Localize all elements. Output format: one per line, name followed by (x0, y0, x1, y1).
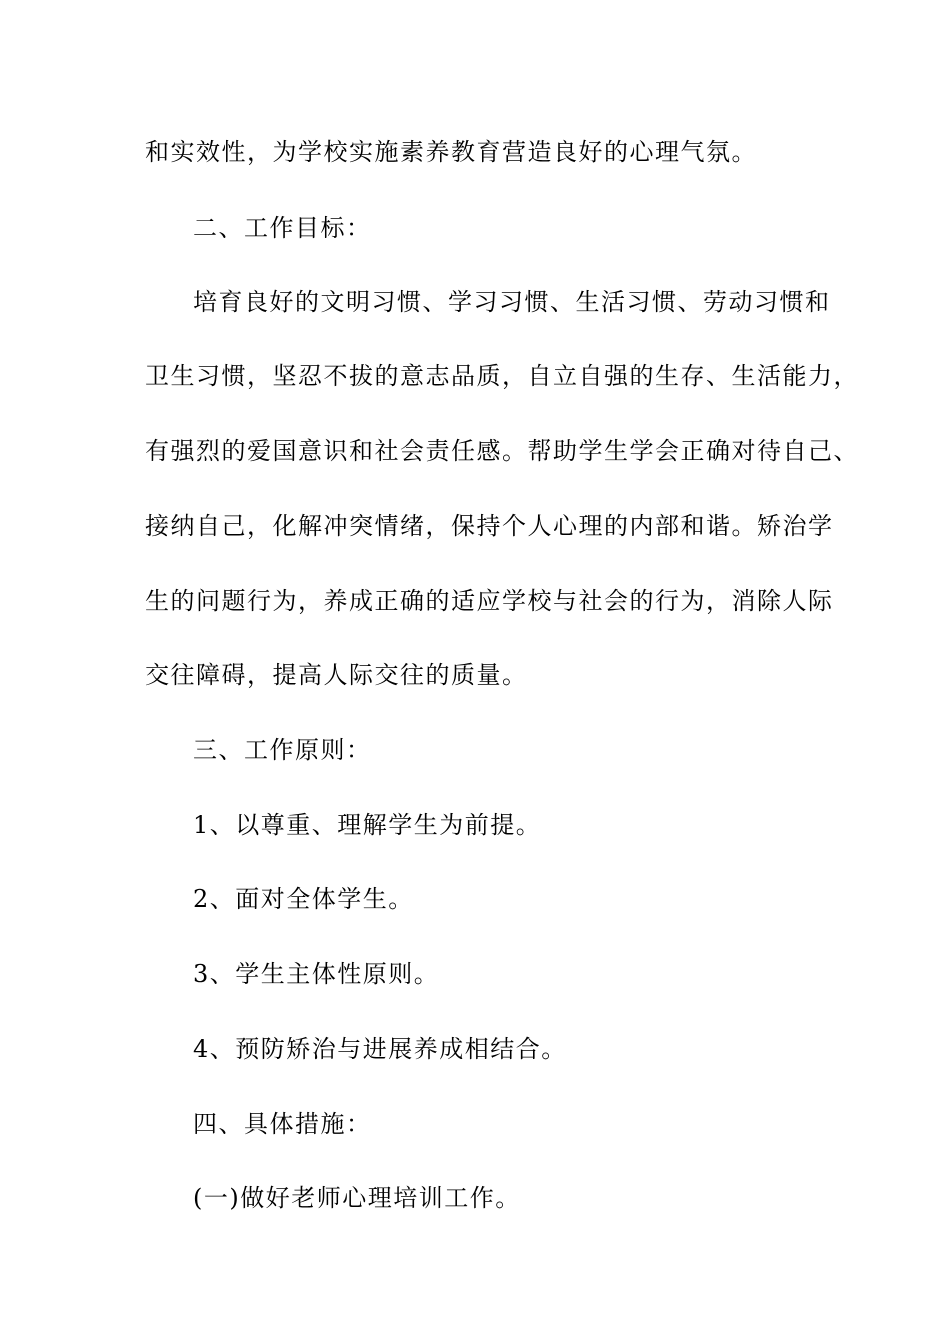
paragraph-line: 交往障碍，提高人际交往的质量。 (145, 661, 528, 689)
paragraph-line: 培育良好的文明习惯、学习习惯、生活习惯、劳动习惯和 (193, 288, 831, 316)
paragraph-line: 有强烈的爱国意识和社会责任感。帮助学生学会正确对待自己、 (145, 437, 859, 465)
paragraph-line: 接纳自己，化解冲突情绪，保持个人心理的内部和谐。矫治学 (145, 512, 834, 540)
list-item: 3、学生主体性原则。 (193, 960, 440, 988)
paragraph-line: 生的问题行为，养成正确的适应学校与社会的行为，消除人际 (145, 587, 834, 615)
section-heading-goals: 二、工作目标： (193, 214, 372, 242)
paragraph-line: 卫生习惯，坚忍不拔的意志品质，自立自强的生存、生活能力， (145, 362, 859, 390)
paragraph-line: 和实效性，为学校实施素养教育营造良好的心理气氛。 (145, 138, 757, 166)
list-item: 1、以尊重、理解学生为前提。 (193, 811, 542, 839)
subsection-heading: (一)做好老师心理培训工作。 (193, 1184, 521, 1212)
list-item: 2、面对全体学生。 (193, 885, 414, 913)
section-heading-principles: 三、工作原则： (193, 736, 372, 764)
section-heading-measures: 四、具体措施： (193, 1110, 372, 1138)
list-item: 4、预防矫治与进展养成相结合。 (193, 1035, 567, 1063)
